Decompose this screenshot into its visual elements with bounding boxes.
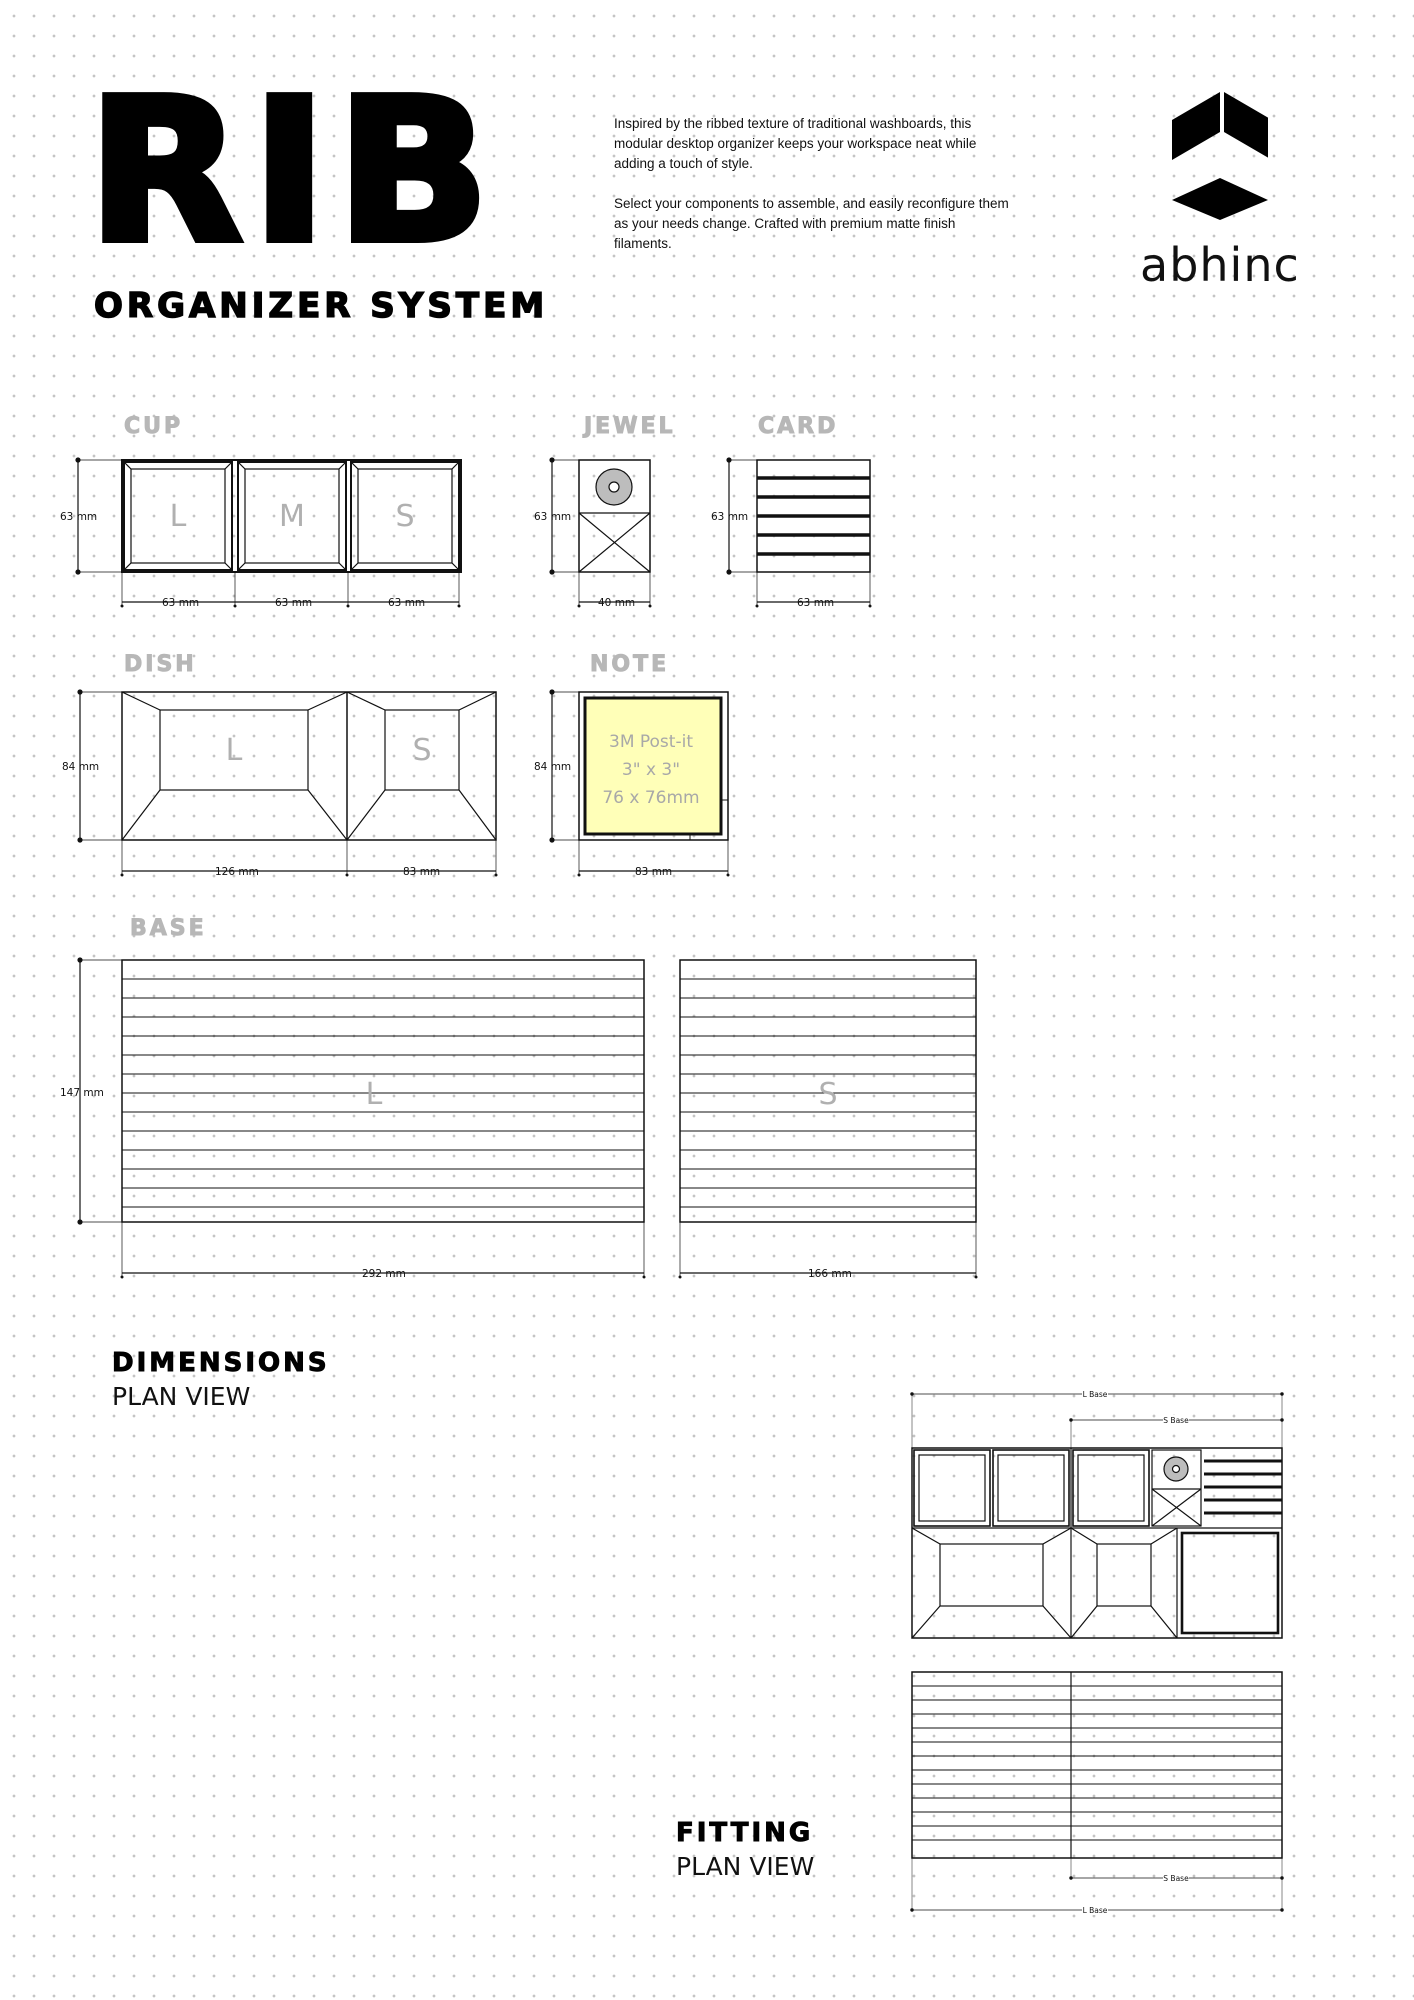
cup-size-label-s: S [395, 499, 415, 534]
cup-title: CUP [124, 414, 184, 439]
note-drawing [552, 692, 728, 875]
base-height-label: 147 mm [60, 1087, 104, 1099]
cup-size-label-l: L [169, 499, 187, 534]
dish-width-label-l: 126 mm [215, 866, 259, 878]
description-paragraph-1: Inspired by the ribbed texture of traditional washboards, this modular desktop organizer keeps your workspace neat while adding a touch of style. [614, 116, 977, 171]
subtitle: ORGANIZER SYSTEM [94, 286, 549, 326]
dimensions-view-label: PLAN VIEW [112, 1382, 251, 1411]
note-label-line-2: 3" x 3" [621, 760, 681, 780]
card-width-label: 63 mm [797, 597, 835, 609]
card-height-label: 63 mm [711, 511, 749, 523]
cup-height-label: 63 mm [60, 511, 98, 523]
jewel-height-label: 63 mm [534, 511, 572, 523]
base-size-label-s: S [818, 1077, 838, 1112]
note-width-label: 83 mm [635, 866, 673, 878]
dish-height-label: 84 mm [62, 761, 100, 773]
dish-width-label-s: 83 mm [403, 866, 441, 878]
note-title: NOTE [590, 652, 670, 677]
fitting-s-base-label-top: S Base [1163, 1416, 1189, 1425]
main-title: RIB [88, 58, 500, 286]
description-paragraph-2: Select your components to assemble, and easily reconfigure them as your needs change. Crafted with premium matte finish filaments. [614, 196, 1009, 251]
dish-drawing [80, 692, 496, 875]
cup-width-label-l: 63 mm [162, 597, 200, 609]
jewel-drawing [552, 460, 650, 606]
dimensions-title: DIMENSIONS [112, 1348, 330, 1378]
jewel-title: JEWEL [584, 414, 676, 439]
base-title: BASE [130, 916, 207, 941]
jewel-width-label: 40 mm [598, 597, 636, 609]
cup-size-label-m: M [279, 499, 305, 534]
base-size-label-l: L [365, 1077, 383, 1112]
cup-width-label-m: 63 mm [275, 597, 313, 609]
fitting-title: FITTING [676, 1818, 814, 1848]
fitting-l-base-label-top: L Base [1082, 1390, 1108, 1399]
card-drawing [729, 460, 870, 606]
fitting-drawing [912, 1394, 1282, 1910]
base-width-label-s: 166 mm [808, 1268, 852, 1280]
brand-name: abhinc [1140, 238, 1300, 292]
fitting-view-label: PLAN VIEW [676, 1852, 815, 1881]
fitting-s-base-label-bottom: S Base [1163, 1874, 1189, 1883]
base-drawing [80, 960, 976, 1277]
note-label-line-1: 3M Post-it [609, 732, 693, 752]
note-height-label: 84 mm [534, 761, 572, 773]
dish-size-label-s: S [412, 733, 432, 768]
base-width-label-l: 292 mm [362, 1268, 406, 1280]
fitting-l-base-label-bottom: L Base [1082, 1906, 1108, 1915]
card-title: CARD [758, 414, 839, 439]
dish-title: DISH [124, 652, 197, 677]
cup-width-label-s: 63 mm [388, 597, 426, 609]
note-label-line-3: 76 x 76mm [602, 788, 700, 808]
dish-size-label-l: L [225, 733, 243, 768]
